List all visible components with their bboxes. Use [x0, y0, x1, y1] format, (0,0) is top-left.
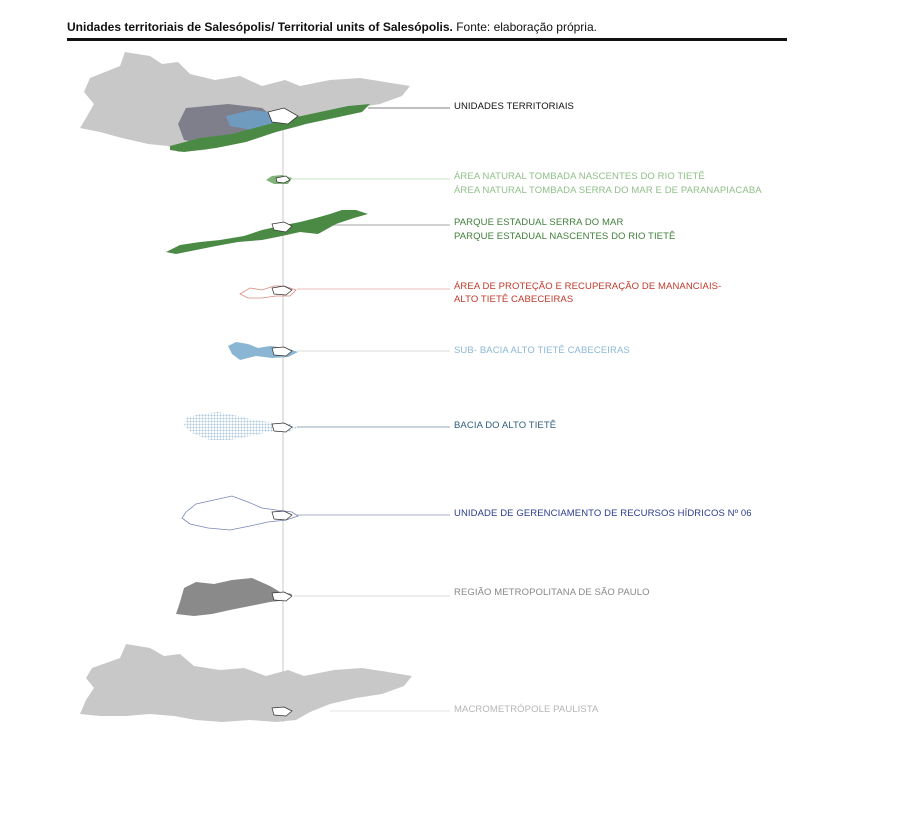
map-bacia-alto-tiete [184, 412, 298, 440]
label-macrometropole [454, 704, 598, 715]
map-territorial-units [80, 52, 410, 152]
label-line: MACROMETRÓPOLE PAULISTA [454, 704, 599, 715]
label-bacia-alto-tiete [454, 420, 556, 431]
label-unidades-territoriais [454, 101, 574, 112]
map-parque-estadual [166, 210, 368, 254]
label-line: SUB- BACIA ALTO TIETÊ CABECEIRAS [454, 345, 630, 356]
label-line: REGIÃO METROPOLITANA DE SÃO PAULO [454, 587, 650, 598]
map-area-natural-tombada [266, 175, 292, 184]
map-rmsp [176, 578, 292, 616]
label-line: BACIA DO ALTO TIETÊ [454, 420, 557, 431]
label-area-natural-tombada [454, 171, 762, 196]
label-ugrhi-06 [454, 508, 752, 519]
label-rmsp [454, 587, 650, 598]
map-sub-bacia [228, 342, 298, 360]
caption-source: Fonte: elaboração própria. [452, 20, 597, 34]
label-line: ÁREA NATURAL TOMBADA SERRA DO MAR E DE PARANAPIACABA [454, 185, 762, 196]
label-line: UNIDADE DE GERENCIAMENTO DE RECURSOS HÍDRICOS Nº 06 [454, 508, 752, 519]
label-line: ÁREA NATURAL TOMBADA NASCENTES DO RIO TIETÊ [454, 171, 705, 182]
label-line: PARQUE ESTADUAL SERRA DO MAR [454, 217, 624, 228]
label-line: UNIDADES TERRITORIAIS [454, 101, 574, 112]
label-sub-bacia [454, 345, 630, 356]
label-parque-estadual [454, 217, 675, 242]
map-macrometropole [80, 644, 412, 722]
label-aprm [454, 281, 721, 305]
map-ugrhi-06 [182, 496, 298, 530]
label-line: ÁREA DE PROTEÇÃO E RECUPERAÇÃO DE MANANCIAIS- [454, 281, 722, 292]
caption-title: Unidades territoriais de Salesópolis/ Territorial units of Salesópolis. [67, 20, 453, 34]
label-line: PARQUE ESTADUAL NASCENTES DO RIO TIETÊ [454, 231, 676, 242]
map-aprm [240, 286, 296, 298]
label-line: ALTO TIETÊ CABECEIRAS [454, 294, 574, 305]
